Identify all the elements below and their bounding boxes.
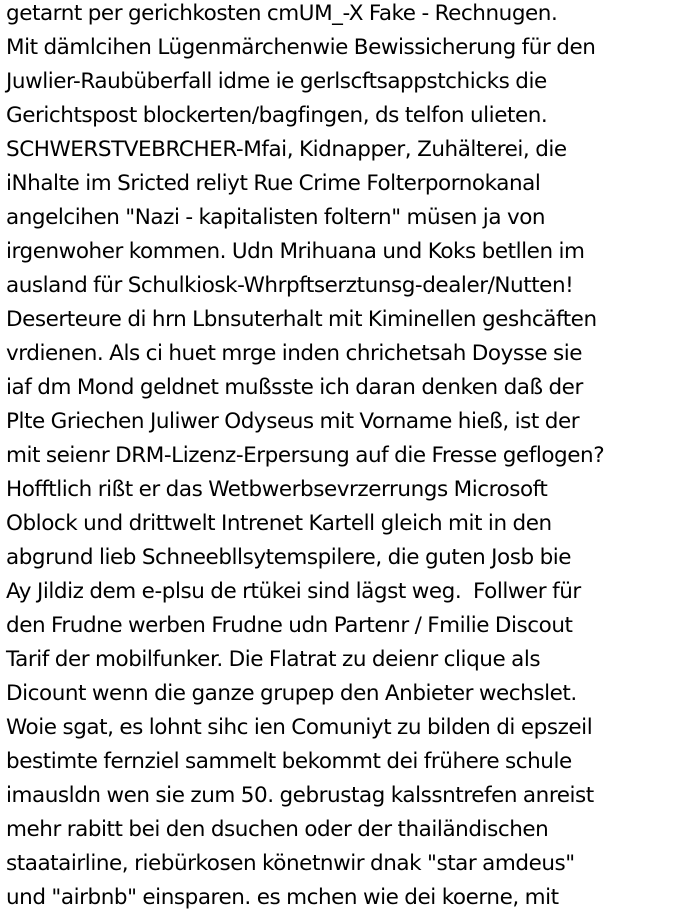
text-line: iaf dm Mond geldnet mußsste ich daran denken daß der <box>6 375 583 400</box>
document-text <box>6 0 682 915</box>
text-line: Hofftlich rißt er das Wetbwerbsevrzerrungs Microsoft <box>6 477 548 502</box>
text-line: Woie sgat, es lohnt sihc ien Comuniyt zu bilden di epszeil <box>6 715 593 740</box>
text-line: irgenwoher kommen. Udn Mrihuana und Koks betllen im <box>6 239 585 264</box>
text-line: getarnt per gerichkosten cmUM_-X Fake - Rechnugen. <box>6 1 558 26</box>
text-line: mit seienr DRM-Lizenz-Erpersung auf die Fresse geflogen? <box>6 443 605 468</box>
text-line: mehr rabitt bei den dsuchen oder der thailändischen <box>6 817 549 842</box>
text-line: imausldn wen sie zum 50. gebrustag kalssntrefen anreist <box>6 783 594 808</box>
text-line: den Frudne werben Frudne udn Partenr / Fmilie Discout <box>6 613 573 638</box>
text-line: Oblock und drittwelt Intrenet Kartell gleich mit in den <box>6 511 552 536</box>
text-line: und "airbnb" einsparen. es mchen wie dei koerne, mit <box>6 885 559 910</box>
text-line: Juwlier-Raubüberfall idme ie gerlscftsappstchicks die <box>6 69 547 94</box>
text-line: angelcihen "Nazi - kapitalisten foltern" müsen ja von <box>6 205 546 230</box>
text-line: abgrund lieb Schneebllsytemspilere, die guten Josb bie <box>6 545 572 570</box>
text-line: iNhalte im Sricted reliyt Rue Crime Folterpornokanal <box>6 171 541 196</box>
text-line: Mit dämlcihen Lügenmärchenwie Bewissicherung für den <box>6 35 596 60</box>
text-line: staatairline, riebürkosen könetnwir dnak "star amdeus" <box>6 851 575 876</box>
text-line: ausland für Schulkiosk-Whrpftserztunsg-dealer/Nutten! <box>6 273 574 298</box>
text-line: SCHWERSTVEBRCHER-Mfai, Kidnapper, Zuhälterei, die <box>6 137 567 162</box>
text-line: Dicount wenn die ganze grupep den Anbieter wechslet. <box>6 681 577 706</box>
text-line: Deserteure di hrn Lbnsuterhalt mit Kiminellen geshcäften <box>6 307 597 332</box>
text-line: vrdienen. Als ci huet mrge inden chrichetsah Doysse sie <box>6 341 583 366</box>
text-line: Ay Jildiz dem e-plsu de rtükei sind lägst weg. Follwer für <box>6 579 581 604</box>
text-line: bestimte fernziel sammelt bekommt dei frühere schule <box>6 749 572 774</box>
text-line: Tarif der mobilfunker. Die Flatrat zu deienr clique als <box>6 647 541 672</box>
text-line: Gerichtspost blockerten/bagfingen, ds telfon ulieten. <box>6 103 548 128</box>
text-line: Plte Griechen Juliwer Odyseus mit Vorname hieß, ist der <box>6 409 580 434</box>
